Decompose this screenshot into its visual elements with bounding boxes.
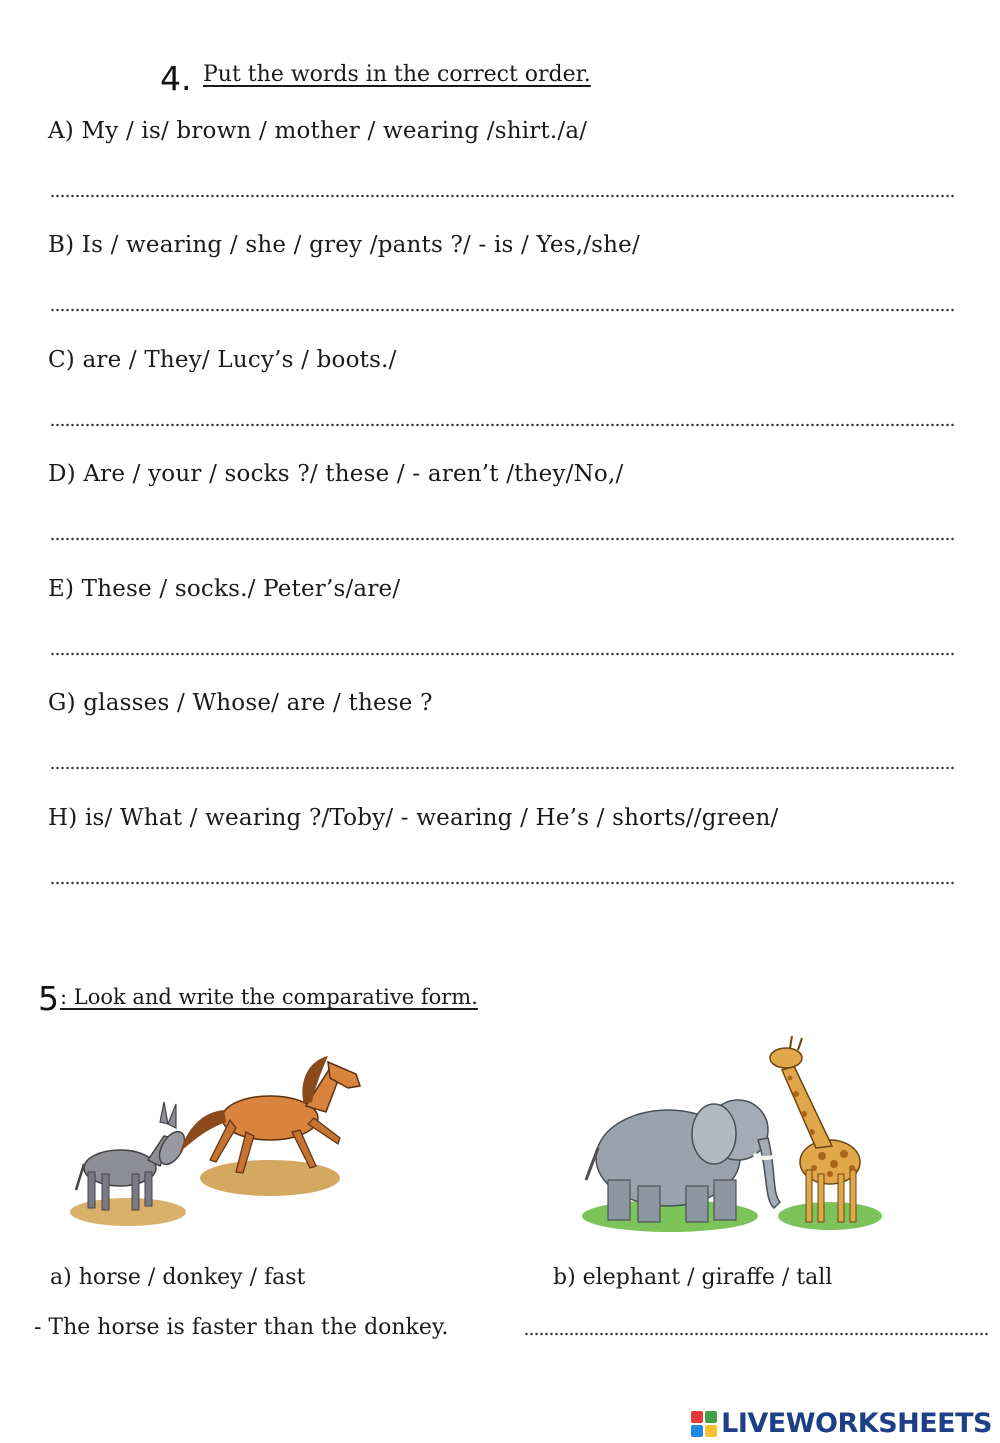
- answer-line-a[interactable]: [50, 194, 956, 198]
- logo-square-red: [691, 1411, 703, 1423]
- horse-icon: [180, 1056, 360, 1173]
- item-d: D) Are / your / socks ?/ these / - aren’t /they/No,/: [48, 461, 624, 487]
- item-c: C) are / They/ Lucy’s / boots./: [48, 347, 397, 373]
- section-5-number: 5: [38, 979, 59, 1018]
- item-h: H) is/ What / wearing ?/Toby/ - wearing / He’s / shorts//green/: [48, 805, 779, 831]
- donkey-horse-illustration: [60, 1040, 370, 1240]
- elephant-icon: [586, 1100, 780, 1222]
- section-4-title: Put the words in the correct order.: [203, 62, 591, 87]
- logo-square-green: [705, 1411, 717, 1423]
- answer-line-d[interactable]: [50, 537, 956, 541]
- elephant-giraffe-illustration: [578, 1030, 888, 1240]
- giraffe-icon: [770, 1036, 860, 1222]
- prompt-b: b) elephant / giraffe / tall: [553, 1265, 833, 1290]
- item-a: A) My / is/ brown / mother / wearing /shirt./a/: [48, 118, 588, 144]
- item-g: G) glasses / Whose/ are / these ?: [48, 690, 433, 716]
- logo-square-yellow: [705, 1425, 717, 1437]
- example-answer: - The horse is faster than the donkey.: [34, 1315, 449, 1340]
- item-e: E) These / socks./ Peter’s/are/: [48, 576, 401, 602]
- logo-text: LIVEWORKSHEETS: [721, 1408, 992, 1439]
- answer-line-b-comparative[interactable]: [524, 1332, 990, 1336]
- section-4-number: 4.: [160, 59, 192, 98]
- donkey-icon: [76, 1102, 190, 1210]
- logo-square-blue: [691, 1425, 703, 1437]
- answer-line-c[interactable]: [50, 423, 956, 427]
- answer-line-b[interactable]: [50, 308, 956, 312]
- logo-grid-icon: [691, 1411, 717, 1437]
- answer-line-g[interactable]: [50, 766, 956, 770]
- answer-line-h[interactable]: [50, 881, 956, 885]
- section-5-title: : Look and write the comparative form.: [60, 985, 478, 1009]
- item-b: B) Is / wearing / she / grey /pants ?/ - is / Yes,/she/: [48, 232, 640, 258]
- answer-line-e[interactable]: [50, 652, 956, 656]
- liveworksheets-logo: [691, 1408, 992, 1439]
- prompt-a: a) horse / donkey / fast: [50, 1265, 306, 1290]
